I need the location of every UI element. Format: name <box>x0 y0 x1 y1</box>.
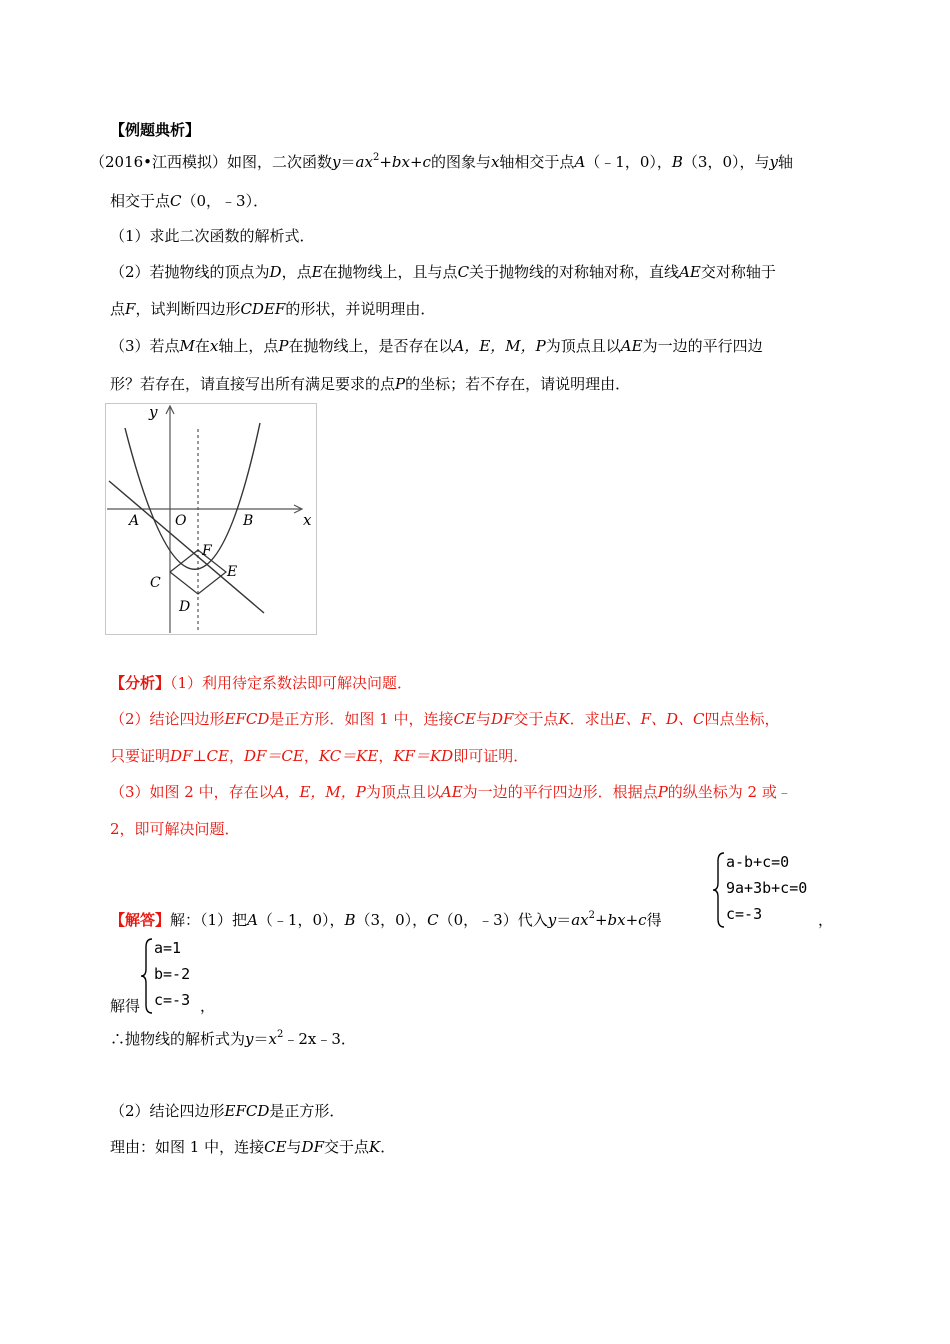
text: 如图，二次函数 <box>227 153 333 171</box>
text: （2）若抛物线的顶点为 <box>110 263 270 281</box>
equation-system-1 <box>726 849 807 927</box>
text: 交于点 <box>513 710 559 728</box>
question-2-line-2 <box>110 299 435 319</box>
point-B: B <box>671 153 683 171</box>
label-y: y <box>149 403 158 421</box>
equation-row: c=-3 <box>154 991 191 1009</box>
var-x: x <box>209 337 219 355</box>
text: ＝ <box>340 153 356 171</box>
points-AEMP: A，E，M，P <box>453 337 546 355</box>
text: 轴相交于点 <box>499 153 575 171</box>
text: 交对称轴于 <box>700 263 776 281</box>
label-x: x <box>303 511 312 529</box>
analysis-line-4 <box>110 782 792 802</box>
var-bxc: +bx+c <box>379 153 431 171</box>
text: 形？若存在，请直接写出所有满足要求的点 <box>110 375 396 393</box>
text: （﹣1，0）， <box>585 153 672 171</box>
text: 点 <box>110 300 126 318</box>
label-F: F <box>202 543 212 559</box>
condition-4: KF＝KD <box>393 747 454 765</box>
text: （0，﹣3）． <box>181 192 269 210</box>
point-P: P <box>278 337 289 355</box>
text: ＝ <box>556 911 572 929</box>
var-y: y <box>332 153 341 171</box>
text: ． <box>380 1138 396 1156</box>
text: 为一边的平行四边 <box>642 337 763 355</box>
text: 得 <box>646 911 662 929</box>
text: 的纵坐标为 2 或﹣ <box>667 783 792 801</box>
point-C: C <box>427 911 439 929</box>
question-3-line-2 <box>110 374 630 394</box>
brace-system-1 <box>712 851 726 929</box>
analysis-line-1 <box>110 673 412 693</box>
label-O: O <box>175 513 187 529</box>
segment-AE: AE <box>620 337 643 355</box>
point-B: B <box>344 911 356 929</box>
point-F: F <box>125 300 136 318</box>
point-E: E <box>311 263 323 281</box>
condition-1: DF⊥CE <box>170 747 229 765</box>
var-ax: ax <box>355 153 373 171</box>
solution-line-1 <box>110 910 662 930</box>
text: ， <box>378 747 394 765</box>
text: 与 <box>475 710 491 728</box>
var-y: y <box>245 1030 254 1048</box>
quad-CDEF: CDEF <box>240 300 286 318</box>
text: （﹣1，0）， <box>257 911 345 929</box>
point-A: A <box>247 911 258 929</box>
question-3-line-1 <box>110 336 763 356</box>
superscript: 2 <box>588 910 595 921</box>
equation-row: a-b+c=0 <box>726 853 790 871</box>
text: ﹣2x﹣3． <box>283 1030 356 1048</box>
point-M: M <box>179 337 195 355</box>
problem-line-1 <box>90 152 793 172</box>
solution-part2 <box>110 1101 344 1121</box>
text: ，点 <box>281 263 312 281</box>
text: 为一边的平行四边形．根据点 <box>462 783 658 801</box>
label-A: A <box>129 513 140 529</box>
text: （3，0）， <box>355 911 428 929</box>
quad-EFCD: EFCD <box>224 1102 270 1120</box>
solution-result <box>110 1029 356 1049</box>
var-y: y <box>547 911 557 929</box>
label-C: C <box>150 575 161 591</box>
text: 为顶点且以 <box>365 783 441 801</box>
text: 是正方形．如图 1 中，连接 <box>269 710 454 728</box>
points-AEMP: A，E，M，P <box>273 783 366 801</box>
quad-EFCD: EFCD <box>224 710 270 728</box>
point-K: K <box>369 1138 381 1156</box>
text: 的坐标；若不存在，请说明理由． <box>405 375 631 393</box>
problem-line-2 <box>110 191 268 211</box>
segment-DF: DF <box>490 710 514 728</box>
segment-AE: AE <box>679 263 701 281</box>
text: 在抛物线上，且与点 <box>322 263 458 281</box>
analysis-line-2 <box>110 709 780 729</box>
question-2-line-1 <box>110 262 776 282</box>
text: （2）结论四边形 <box>110 710 225 728</box>
parabola-figure <box>105 403 317 635</box>
label-E: E <box>227 564 238 580</box>
text: 四点坐标， <box>704 710 780 728</box>
text: ．求出 <box>569 710 615 728</box>
text: （3）若点 <box>110 337 180 355</box>
text: 轴上，点 <box>218 337 279 355</box>
text: 与 <box>286 1138 302 1156</box>
point-C: C <box>457 263 470 281</box>
point-A: A <box>574 153 586 171</box>
text: 相交于点 <box>110 192 171 210</box>
brace-system-2 <box>140 937 154 1015</box>
equation-row: 9a+3b+c=0 <box>726 879 808 897</box>
analysis-line-3 <box>110 746 528 766</box>
points-EFDC: E、F、D、C <box>614 710 705 728</box>
text: 交于点 <box>323 1138 369 1156</box>
point-P: P <box>395 375 406 393</box>
text: 即可证明． <box>453 747 529 765</box>
problem-source: （2016•江西模拟） <box>90 153 228 171</box>
segment-AE: AE <box>440 783 463 801</box>
text: （3）如图 2 中，存在以 <box>110 783 274 801</box>
text: 只要证明 <box>110 747 171 765</box>
jiede-label: 解得 <box>110 997 141 1015</box>
superscript: 2 <box>276 1029 284 1040</box>
question-1: （1）求此二次函数的解析式． <box>110 227 315 245</box>
line-AE <box>109 481 264 613</box>
text: 理由：如图 1 中，连接 <box>110 1138 265 1156</box>
var-x: x <box>268 1030 277 1048</box>
text: （3，0），与 <box>682 153 770 171</box>
text: ， <box>303 747 319 765</box>
text: 解：（1）把 <box>170 911 248 929</box>
var-bxc: +bx+c <box>594 911 647 929</box>
parabola-curve <box>125 423 260 569</box>
text: ∴抛物线的解析式为 <box>110 1030 246 1048</box>
text: 关于抛物线的对称轴对称，直线 <box>469 263 680 281</box>
text: 在 <box>194 337 210 355</box>
point-D: D <box>269 263 282 281</box>
solution-tag: 【解答】 <box>110 911 171 929</box>
text: ＝ <box>253 1030 269 1048</box>
text: ，试判断四边形 <box>135 300 241 318</box>
segment-DF: DF <box>301 1138 324 1156</box>
solution-part2-reason <box>110 1137 395 1157</box>
point-K: K <box>558 710 570 728</box>
label-B: B <box>243 513 254 529</box>
text: 为顶点且以 <box>545 337 621 355</box>
condition-3: KC＝KE <box>318 747 379 765</box>
section-heading: 【例题典析】 <box>110 121 201 139</box>
text: 的图象与 <box>430 153 491 171</box>
solution-comma: ， <box>818 911 834 929</box>
text: （0，﹣3）代入 <box>438 911 548 929</box>
label-D: D <box>179 599 191 615</box>
var-x: x <box>490 153 500 171</box>
text: 是正方形． <box>269 1102 345 1120</box>
text: （1）利用待定系数法即可解决问题． <box>170 674 413 692</box>
var-y: y <box>769 153 778 171</box>
var-ax: ax <box>571 911 589 929</box>
equation-row: c=-3 <box>726 905 763 923</box>
superscript: 2 <box>372 152 380 163</box>
analysis-tag: 【分析】 <box>110 674 171 692</box>
segment-CE: CE <box>264 1138 287 1156</box>
text: 轴 <box>777 153 793 171</box>
text: 在抛物线上，是否存在以 <box>288 337 454 355</box>
text: ， <box>228 747 244 765</box>
segment-CE: CE <box>453 710 476 728</box>
text: 的形状，并说明理由． <box>285 300 436 318</box>
text: （2）结论四边形 <box>110 1102 225 1120</box>
equation-row: a=1 <box>154 939 182 957</box>
equation-row: b=-2 <box>154 965 191 983</box>
point-P: P <box>657 783 668 801</box>
equation-system-2 <box>154 935 190 1013</box>
analysis-line-5: 2，即可解决问题． <box>110 820 240 838</box>
condition-2: DF＝CE <box>244 747 304 765</box>
point-C: C <box>170 192 182 210</box>
system2-comma: ， <box>200 997 216 1015</box>
